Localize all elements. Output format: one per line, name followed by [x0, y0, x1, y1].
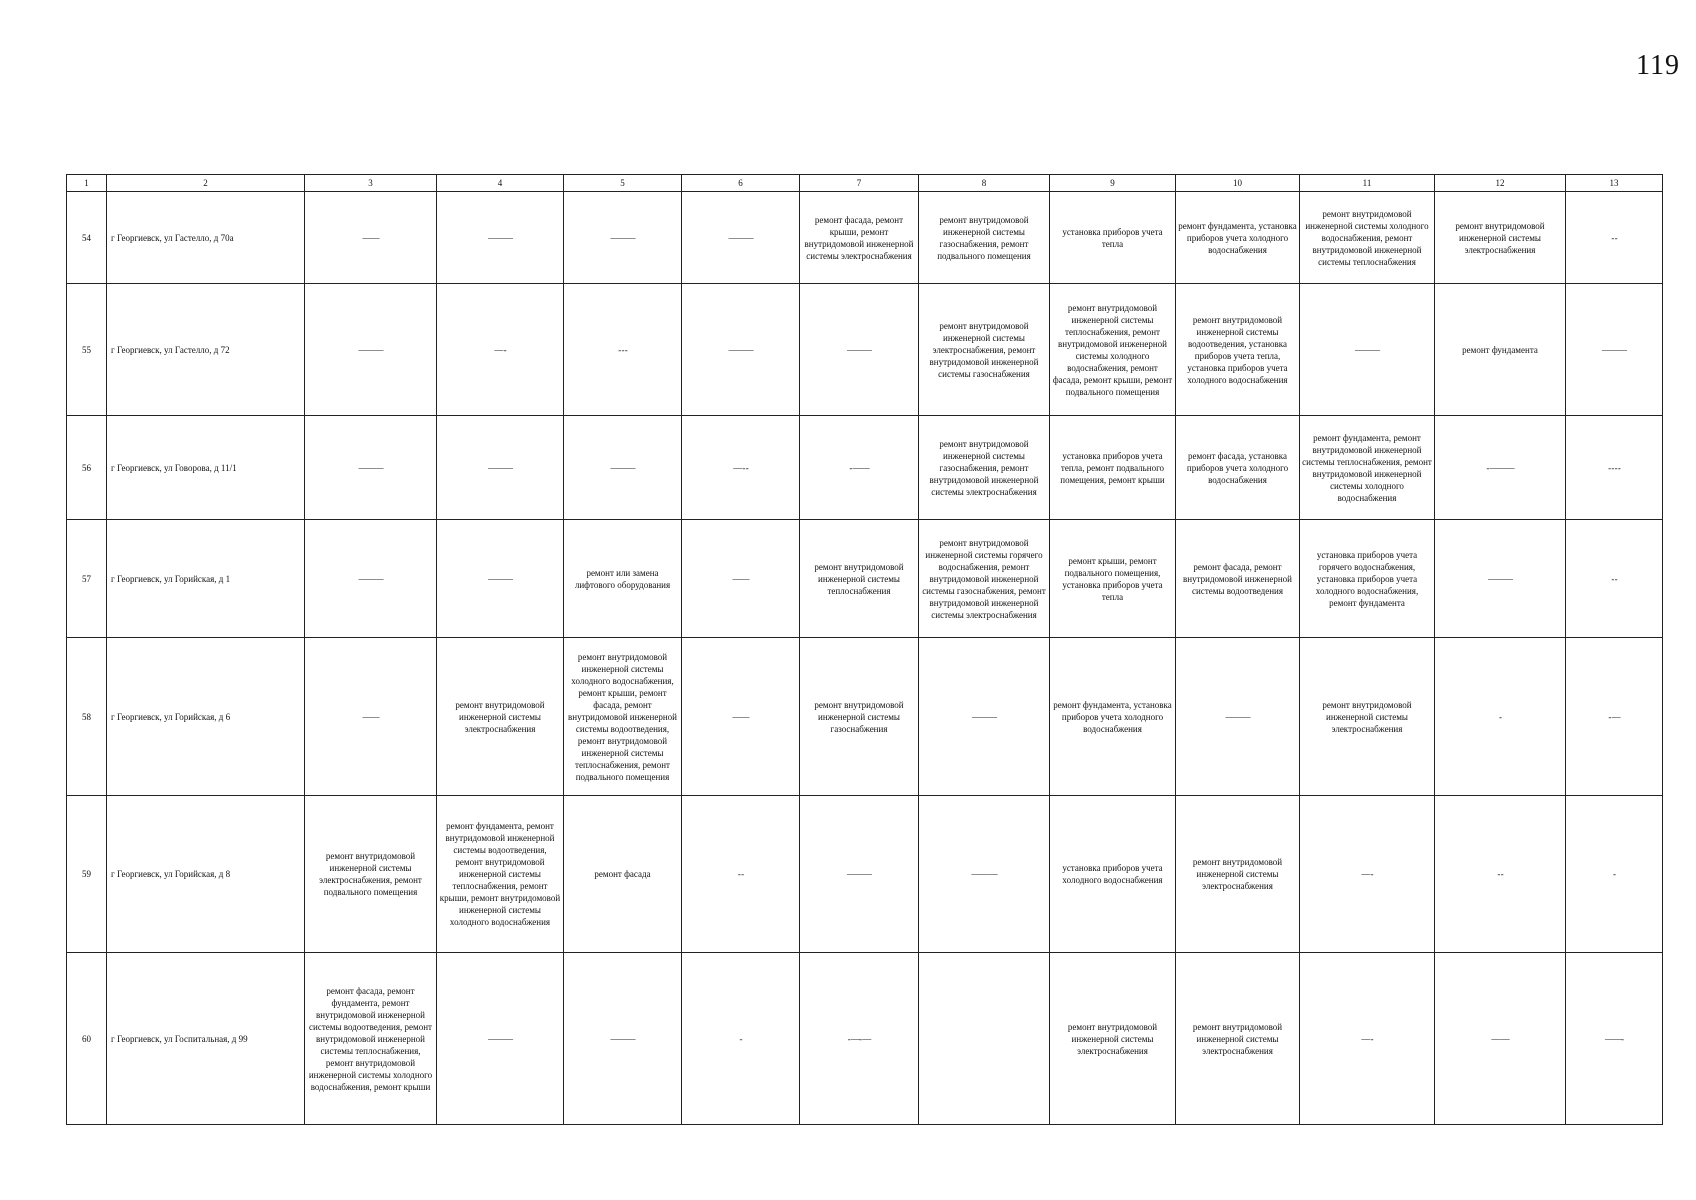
address-cell: г Георгиевск, ул Гастелло, д 72	[107, 284, 305, 416]
work-cell-col-9: установка приборов учета тепла, ремонт подвального помещения, ремонт крыши	[1050, 416, 1176, 520]
work-cell-col-4: ———	[437, 953, 564, 1125]
work-cell-col-13: ———	[1566, 284, 1663, 416]
column-number-row	[67, 175, 1663, 192]
table-row	[67, 192, 1663, 284]
column-number-1: 1	[67, 175, 107, 192]
work-cell-col-6: — - -	[682, 416, 800, 520]
work-cell-col-11: ———	[1300, 284, 1435, 416]
work-cell-col-4: ———	[437, 520, 564, 638]
work-cell-col-7: ремонт внутридомовой инженерной системы газоснабжения	[800, 638, 919, 796]
table-row	[67, 520, 1663, 638]
work-cell-col-6: ———	[682, 192, 800, 284]
work-cell-col-4: ———	[437, 192, 564, 284]
address-cell: г Георгиевск, ул Горийская, д 8	[107, 796, 305, 953]
work-cell-col-9: ремонт крыши, ремонт подвального помещения, установка приборов учета тепла	[1050, 520, 1176, 638]
work-cell-col-12: ———	[1435, 520, 1566, 638]
work-cell-col-4: ремонт фундамента, ремонт внутридомовой инженерной системы водоотведения, ремонт внутридомовой инженерной системы теплоснабжения, ремонт крыши, ремонт внутридомовой инженерной системы холодного водоснабжения	[437, 796, 564, 953]
work-cell-col-5: ———	[564, 953, 682, 1125]
work-cell-col-9: ремонт внутридомовой инженерной системы электроснабжения	[1050, 953, 1176, 1125]
work-cell-col-3: ———	[305, 520, 437, 638]
column-number-6: 6	[682, 175, 800, 192]
work-cell-col-12: ремонт внутридомовой инженерной системы электроснабжения	[1435, 192, 1566, 284]
work-cell-col-10: ремонт внутридомовой инженерной системы водоотведения, установка приборов учета тепла, установка приборов учета холодного водоснабжения	[1176, 284, 1300, 416]
work-cell-col-11: ремонт внутридомовой инженерной системы электроснабжения	[1300, 638, 1435, 796]
work-cell-col-3: ———	[305, 284, 437, 416]
table-row	[67, 416, 1663, 520]
work-cell-col-7: ———	[800, 284, 919, 416]
repair-schedule-table	[66, 174, 1663, 1125]
work-cell-col-8: ремонт внутридомовой инженерной системы электроснабжения, ремонт внутридомовой инженерной системы газоснабжения	[919, 284, 1050, 416]
work-cell-col-5: - - -	[564, 284, 682, 416]
row-number: 59	[67, 796, 107, 953]
work-cell-col-9: установка приборов учета тепла	[1050, 192, 1176, 284]
table-row	[67, 284, 1663, 416]
work-cell-col-8: ремонт внутридомовой инженерной системы газоснабжения, ремонт внутридомовой инженерной системы электроснабжения	[919, 416, 1050, 520]
work-cell-col-12: — —	[1435, 953, 1566, 1125]
work-cell-col-3: ——	[305, 638, 437, 796]
column-number-12: 12	[1435, 175, 1566, 192]
table-row	[67, 796, 1663, 953]
work-cell-col-5: ремонт фасада	[564, 796, 682, 953]
column-number-7: 7	[800, 175, 919, 192]
column-number-9: 9	[1050, 175, 1176, 192]
work-cell-col-8: —— —	[919, 796, 1050, 953]
page-number: 119	[1636, 50, 1680, 81]
work-cell-col-9: ремонт фундамента, установка приборов учета холодного водоснабжения	[1050, 638, 1176, 796]
work-cell-col-3: ——	[305, 192, 437, 284]
work-cell-col-12: - -	[1435, 796, 1566, 953]
work-cell-col-11: ремонт фундамента, ремонт внутридомовой инженерной системы теплоснабжения, ремонт внутридомовой инженерной системы холодного водоснабжения	[1300, 416, 1435, 520]
column-number-8: 8	[919, 175, 1050, 192]
work-cell-col-12: - ———	[1435, 416, 1566, 520]
work-cell-col-13: - -	[1566, 192, 1663, 284]
work-cell-col-12: -	[1435, 638, 1566, 796]
work-cell-col-3: ремонт внутридомовой инженерной системы электроснабжения, ремонт подвального помещения	[305, 796, 437, 953]
column-number-10: 10	[1176, 175, 1300, 192]
row-number: 57	[67, 520, 107, 638]
column-number-4: 4	[437, 175, 564, 192]
column-number-13: 13	[1566, 175, 1663, 192]
work-cell-col-7: ———	[800, 796, 919, 953]
table-row	[67, 638, 1663, 796]
work-cell-col-7: - ——	[800, 416, 919, 520]
address-cell: г Георгиевск, ул Гастелло, д 70а	[107, 192, 305, 284]
work-cell-col-13: -	[1566, 796, 1663, 953]
work-cell-col-9: установка приборов учета холодного водоснабжения	[1050, 796, 1176, 953]
work-cell-col-4: ремонт внутридомовой инженерной системы электроснабжения	[437, 638, 564, 796]
work-cell-col-13: - - - -	[1566, 416, 1663, 520]
work-cell-col-5: ремонт внутридомовой инженерной системы холодного водоснабжения, ремонт крыши, ремонт фасада, ремонт внутридомовой инженерной системы водоотведения, ремонт внутридомовой инженерной системы теплоснабжения, ремонт подвального помещения	[564, 638, 682, 796]
work-cell-col-6: - -	[682, 796, 800, 953]
work-cell-col-11: ремонт внутридомовой инженерной системы холодного водоснабжения, ремонт внутридомовой инженерной системы теплоснабжения	[1300, 192, 1435, 284]
work-cell-col-4: — -	[437, 284, 564, 416]
work-cell-col-5: ———	[564, 192, 682, 284]
row-number: 58	[67, 638, 107, 796]
work-cell-col-10: ремонт внутридомовой инженерной системы электроснабжения	[1176, 953, 1300, 1125]
work-cell-col-4: ———	[437, 416, 564, 520]
work-cell-col-3: ———	[305, 416, 437, 520]
address-cell: г Георгиевск, ул Говорова, д 11/1	[107, 416, 305, 520]
row-number: 60	[67, 953, 107, 1125]
row-number: 55	[67, 284, 107, 416]
work-cell-col-7: ремонт фасада, ремонт крыши, ремонт внутридомовой инженерной системы электроснабжения	[800, 192, 919, 284]
address-cell: г Георгиевск, ул Госпитальная, д 99	[107, 953, 305, 1125]
work-cell-col-6: -	[682, 953, 800, 1125]
column-number-2: 2	[107, 175, 305, 192]
address-cell: г Георгиевск, ул Горийская, д 1	[107, 520, 305, 638]
work-cell-col-13: ——-	[1566, 953, 1663, 1125]
row-number: 54	[67, 192, 107, 284]
work-cell-col-8: ———	[919, 638, 1050, 796]
work-cell-col-8: ремонт внутридомовой инженерной системы газоснабжения, ремонт подвального помещения	[919, 192, 1050, 284]
work-cell-col-3: ремонт фасада, ремонт фундамента, ремонт внутридомовой инженерной системы водоотведения, ремонт внутридомовой инженерной системы теплоснабжения, ремонт внутридомовой инженерной системы холодного водоснабжения, ремонт крыши	[305, 953, 437, 1125]
work-cell-col-7: - —- —	[800, 953, 919, 1125]
work-cell-col-5: ремонт или замена лифтового оборудования	[564, 520, 682, 638]
work-cell-col-8	[919, 953, 1050, 1125]
work-cell-col-10: ремонт фасада, установка приборов учета холодного водоснабжения	[1176, 416, 1300, 520]
work-cell-col-12: ремонт фундамента	[1435, 284, 1566, 416]
work-cell-col-13: - —	[1566, 638, 1663, 796]
work-cell-col-10: ремонт фундамента, установка приборов учета холодного водоснабжения	[1176, 192, 1300, 284]
column-number-3: 3	[305, 175, 437, 192]
work-cell-col-11: установка приборов учета горячего водоснабжения, установка приборов учета холодного водоснабжения, ремонт фундамента	[1300, 520, 1435, 638]
work-cell-col-6: ———	[682, 284, 800, 416]
address-cell: г Георгиевск, ул Горийская, д 6	[107, 638, 305, 796]
work-cell-col-9: ремонт внутридомовой инженерной системы теплоснабжения, ремонт внутридомовой инженерной системы холодного водоснабжения, ремонт фасада, ремонт крыши, ремонт подвального помещения	[1050, 284, 1176, 416]
work-cell-col-7: ремонт внутридомовой инженерной системы теплоснабжения	[800, 520, 919, 638]
work-cell-col-8: ремонт внутридомовой инженерной системы горячего водоснабжения, ремонт внутридомовой инженерной системы газоснабжения, ремонт внутридомовой инженерной системы электроснабжения	[919, 520, 1050, 638]
work-cell-col-10: ———	[1176, 638, 1300, 796]
column-number-11: 11	[1300, 175, 1435, 192]
work-cell-col-6: ——	[682, 520, 800, 638]
work-cell-col-5: ———	[564, 416, 682, 520]
table-row	[67, 953, 1663, 1125]
work-cell-col-6: ——	[682, 638, 800, 796]
work-cell-col-10: ремонт внутридомовой инженерной системы электроснабжения	[1176, 796, 1300, 953]
work-cell-col-11: — -	[1300, 953, 1435, 1125]
work-cell-col-11: — -	[1300, 796, 1435, 953]
work-cell-col-10: ремонт фасада, ремонт внутридомовой инженерной системы водоотведения	[1176, 520, 1300, 638]
row-number: 56	[67, 416, 107, 520]
work-cell-col-13: - -	[1566, 520, 1663, 638]
column-number-5: 5	[564, 175, 682, 192]
